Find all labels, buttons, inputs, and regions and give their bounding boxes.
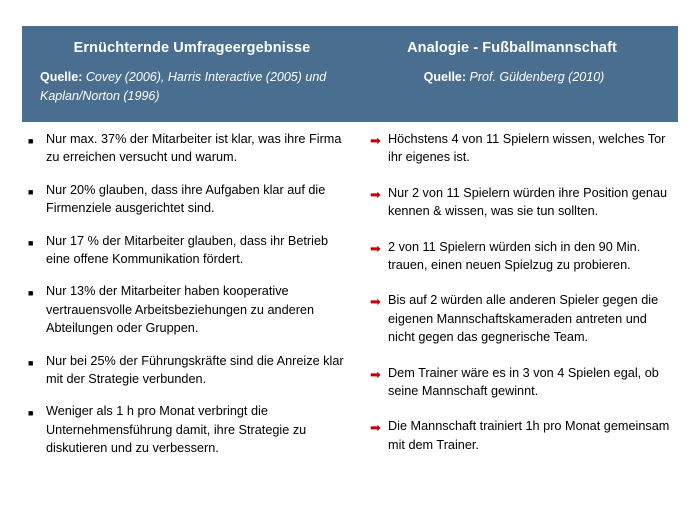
list-item bbox=[370, 130, 674, 167]
list-item-text: Nur 2 von 11 Spielern würden ihre Position genau kennen & wissen, was sie tun sollten. bbox=[388, 185, 668, 219]
list-item-text: Bis auf 2 würden alle anderen Spieler gegen die eigenen Mannschaftskameraden antreten und nicht gegen das gegnerische Team. bbox=[388, 293, 659, 345]
right-source-reference: Prof. Güldenberg (2010) bbox=[469, 70, 605, 85]
square-bullet-icon: ■ bbox=[28, 357, 34, 368]
list-item-text: Nur 20% glauben, dass ihre Aufgaben klar auf die Firmenziele ausgerichtet sind. bbox=[46, 182, 326, 216]
red-arrow-bullet-icon: ➡ bbox=[370, 186, 381, 202]
right-header-title: Analogie - Fußballmannschaft bbox=[407, 40, 617, 56]
list-item bbox=[370, 184, 674, 221]
left-source-label: Quelle: bbox=[40, 70, 83, 85]
red-arrow-bullet-icon: ➡ bbox=[370, 240, 381, 256]
right-bullet-list bbox=[358, 130, 678, 472]
list-item bbox=[28, 181, 350, 218]
left-header-source bbox=[40, 68, 344, 104]
red-arrow-bullet-icon: ➡ bbox=[370, 366, 381, 382]
list-item-text: Höchstens 4 von 11 Spielern wissen, welches Tor ihr eigenes ist. bbox=[388, 132, 666, 165]
header-column-left bbox=[22, 26, 358, 122]
list-item-text: Weniger als 1 h pro Monat verbringt die Unternehmensführung damit, ihre Strategie zu diskutieren und zu verbessern. bbox=[46, 404, 307, 456]
list-item bbox=[28, 352, 350, 389]
square-bullet-icon: ■ bbox=[28, 237, 34, 248]
header-column-right bbox=[358, 26, 678, 122]
red-arrow-bullet-icon: ➡ bbox=[370, 420, 381, 436]
list-item bbox=[370, 364, 674, 401]
square-bullet-icon: ■ bbox=[28, 408, 34, 419]
left-header-title: Ernüchternde Umfrageergebnisse bbox=[73, 40, 311, 56]
list-item bbox=[28, 130, 350, 167]
list-item-text: Nur max. 37% der Mitarbeiter ist klar, was ihre Firma zu erreichen versucht und warum. bbox=[46, 132, 342, 165]
header-band bbox=[22, 26, 678, 122]
square-bullet-icon: ■ bbox=[28, 186, 34, 197]
header-columns bbox=[22, 26, 678, 122]
square-bullet-icon: ■ bbox=[28, 288, 34, 299]
list-item-text: 2 von 11 Spielern würden sich in den 90 Min. trauen, einen neuen Spielzug zu probieren. bbox=[388, 239, 641, 273]
list-item bbox=[370, 238, 674, 275]
red-arrow-bullet-icon: ➡ bbox=[370, 133, 381, 148]
left-source-reference: Covey (2006), Harris Interactive (2005) und Kaplan/Norton (1996) bbox=[40, 70, 327, 103]
right-header-source bbox=[384, 68, 664, 86]
list-item bbox=[28, 402, 350, 457]
list-item-text: Nur bei 25% der Führungskräfte sind die Anreize klar mit der Strategie verbunden. bbox=[46, 353, 344, 387]
square-bullet-icon: ■ bbox=[28, 136, 34, 146]
left-bullet-list bbox=[22, 130, 358, 472]
list-item-text: Dem Trainer wäre es in 3 von 4 Spielen egal, ob seine Mannschaft gewinnt. bbox=[388, 365, 659, 399]
list-item-text: Die Mannschaft trainiert 1h pro Monat gemeinsam mit dem Trainer. bbox=[388, 419, 670, 452]
body-columns bbox=[22, 130, 678, 472]
right-source-label: Quelle: bbox=[423, 70, 467, 85]
list-item bbox=[370, 291, 674, 346]
list-item-text: Nur 17 % der Mitarbeiter glauben, dass ihr Betrieb eine offene Kommunikation fördert. bbox=[46, 233, 329, 267]
list-item bbox=[370, 417, 674, 454]
list-item bbox=[28, 282, 350, 337]
list-item-text: Nur 13% der Mitarbeiter haben kooperative vertrauensvolle Arbeitsbeziehungen zu anderen Abteilungen oder Gruppen. bbox=[46, 284, 315, 336]
list-item bbox=[28, 232, 350, 269]
red-arrow-bullet-icon: ➡ bbox=[370, 294, 381, 310]
